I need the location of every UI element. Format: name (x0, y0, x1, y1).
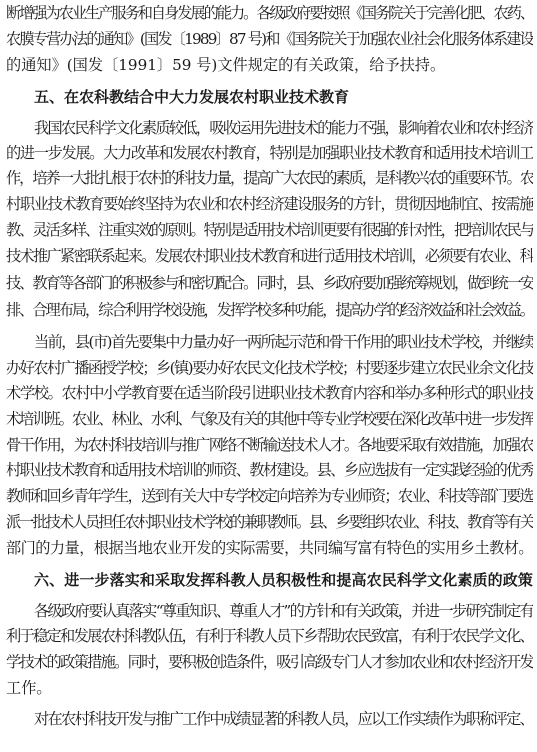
text-line: 断增强为农业生产服务和自身发展的能力。各级政府要按照《国务院关于完善化肥、农药、 (6, 4, 533, 22)
text-line: 当前，县(市)首先要集中力量办好一两所起示范和骨干作用的职业技术学校，并继续 (34, 333, 533, 351)
text-line: 村职业技术教育和适用技术培训的师资、教材建设。县、乡应选拔有一定实践经验的优秀 (6, 461, 533, 479)
text-line: 骨干作用，为农村科技培训与推广网络不断输送技术人才。各地要采取有效措施，加强农 (6, 436, 533, 454)
text-line: 利于稳定和发展农村科教队伍，有利于科教人员下乡帮助农民致富，有利于农民学文化、 (6, 627, 533, 645)
text-line: 术学校。农村中小学教育要在适当阶段引进职业技术教育内容和举办多种形式的职业技 (6, 384, 533, 402)
text-line: 技、教育等各部门的积极参与和密切配合。同时，县、乡政府要加强统筹规划，做到统一安 (6, 274, 533, 292)
text-line: 部门的力量，根据当地农业开发的实际需要，共同编写富有特色的实用乡土教材。 (6, 539, 533, 557)
text-line: 作，培养一大批扎根于农村的科技力量，提高广大农民的素质，是科教兴农的重要环节。农 (6, 169, 533, 187)
text-line: 排、合理布局，综合利用学校设施，发挥学校多种功能，提高办学的经济效益和社会效益。 (6, 301, 533, 319)
text-line: 我国农民科学文化素质较低，吸收运用先进技术的能力不强，影响着农业和农村经济 (34, 119, 533, 137)
text-line: 对在农村科技开发与推广工作中成绩显著的科教人员，应以工作实绩作为职称评定、 (34, 710, 533, 728)
text-line: 学技术的政策措施。同时，要积极创造条件，吸引高级专门人才参加农业和农村经济开发 (6, 653, 533, 671)
text-line: 的通知》(国发〔1991〕59 号)文件规定的有关政策，给予扶持。 (6, 56, 446, 74)
text-line: 村职业技术教育要始终坚持为农业和农村经济建设服务的方针，贯彻因地制宜、按需施 (6, 195, 533, 213)
text-line: 教、灵活多样、注重实效的原则。特别是适用技术培训更要有很强的针对性，把培训农民与 (6, 221, 533, 239)
text-line: 派一批技术人员担任农村职业技术学校的兼职教师。县、乡要组织农业、科技、教育等有关 (6, 513, 533, 531)
text-line: 工作。 (6, 679, 52, 697)
text-line: 技术推广紧密联系起来。发展农村职业技术教育和进行适用技术培训，必须要有农业、科 (6, 247, 533, 265)
text-line: 各级政府要认真落实“尊重知识、尊重人才”的方针和有关政策，并进一步研究制定有 (34, 602, 533, 620)
section-heading: 五、在农科教结合中大力发展农村职业技术教育 (34, 88, 350, 106)
text-line: 教师和回乡青年学生，送到有关大中专学校定向培养为专业师资；农业、科技等部门要选 (6, 487, 533, 505)
text-line: 农膜专营办法的通知》(国发〔1989〕87 号)和《国务院关于加强农业社会化服务体系建设 (6, 30, 533, 48)
text-line: 术培训班。农业、林业、水利、气象及有关的其他中等专业学校要在深化改革中进一步发挥 (6, 410, 533, 428)
text-line: 办好农村广播函授学校；乡(镇)要办好农民文化技术学校；村要逐步建立农民业余文化技 (6, 359, 533, 377)
section-heading: 六、进一步落实和采取发挥科教人员积极性和提高农民科学文化素质的政策 (34, 571, 533, 589)
text-line: 的进一步发展。大力改革和发展农村教育，特别是加强职业技术教育和适用技术培训工 (6, 144, 533, 162)
